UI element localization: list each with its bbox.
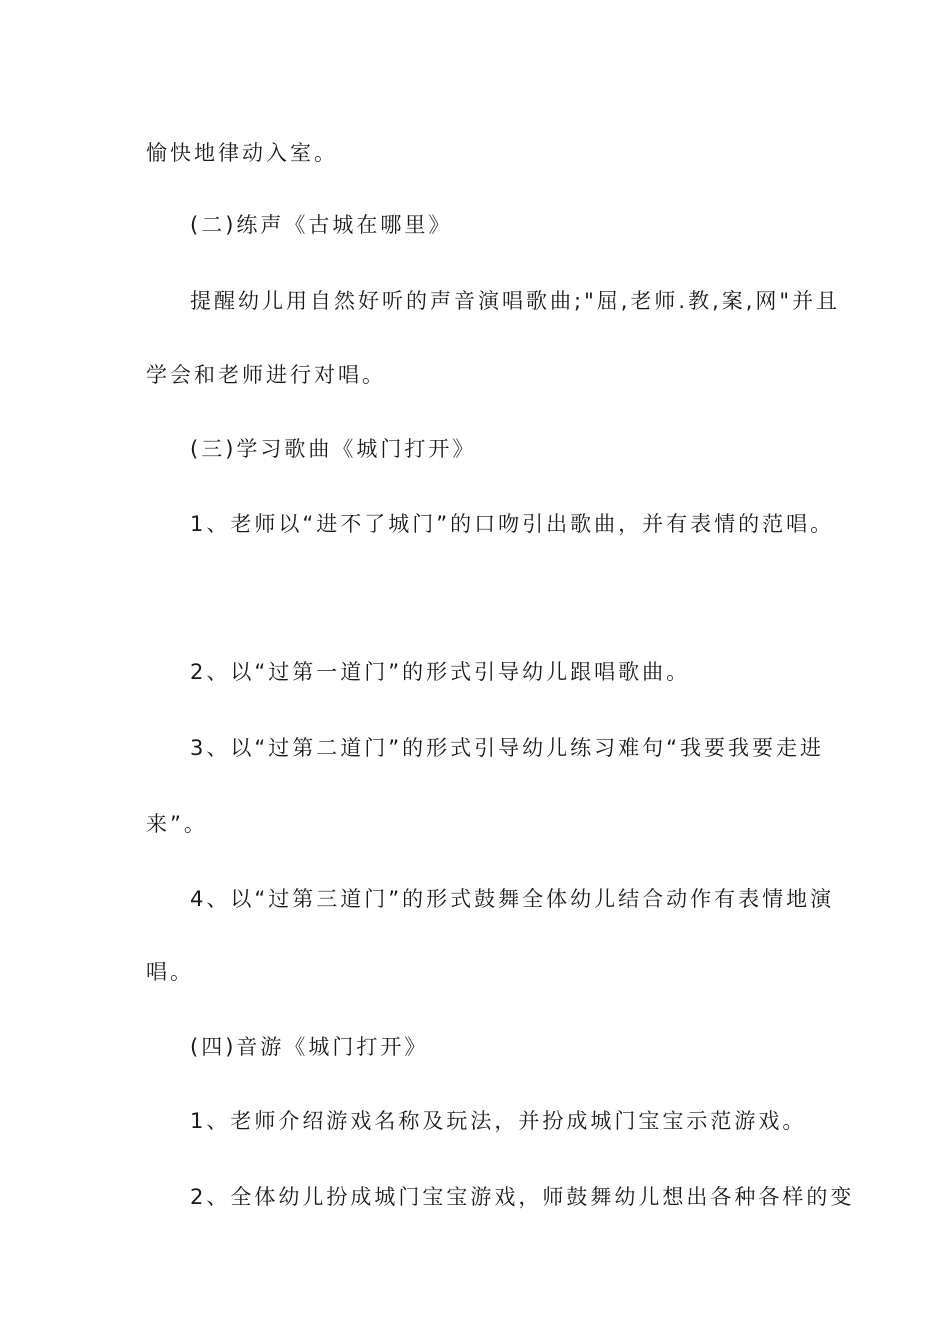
list-item: 4、以“过第三道门”的形式鼓舞全体幼儿结合动作有表情地演	[190, 887, 835, 911]
list-item: 2、全体幼儿扮成城门宝宝游戏，师鼓舞幼儿想出各种各样的变	[190, 1185, 855, 1209]
list-item: 2、以“过第一道门”的形式引导幼儿跟唱歌曲。	[190, 660, 691, 684]
text-line: 来”。	[146, 812, 208, 836]
list-item: 1、老师介绍游戏名称及玩法，并扮成城门宝宝示范游戏。	[190, 1109, 807, 1133]
section-heading: (二)练声《古城在哪里》	[190, 213, 453, 237]
section-heading: (四)音游《城门打开》	[190, 1035, 429, 1059]
text-line: 学会和老师进行对唱。	[146, 363, 386, 387]
text-line: 提醒幼儿用自然好听的声音演唱歌曲;"屈,老师.教,案,网"并且	[190, 289, 841, 313]
list-item: 3、以“过第二道门”的形式引导幼儿练习难句“我要我要走进	[190, 736, 824, 760]
text-line: 愉快地律动入室。	[146, 141, 338, 165]
section-heading: (三)学习歌曲《城门打开》	[190, 437, 477, 461]
list-item: 1、老师以“进不了城门”的口吻引出歌曲，并有表情的范唱。	[190, 512, 835, 536]
text-line: 唱。	[146, 960, 194, 984]
